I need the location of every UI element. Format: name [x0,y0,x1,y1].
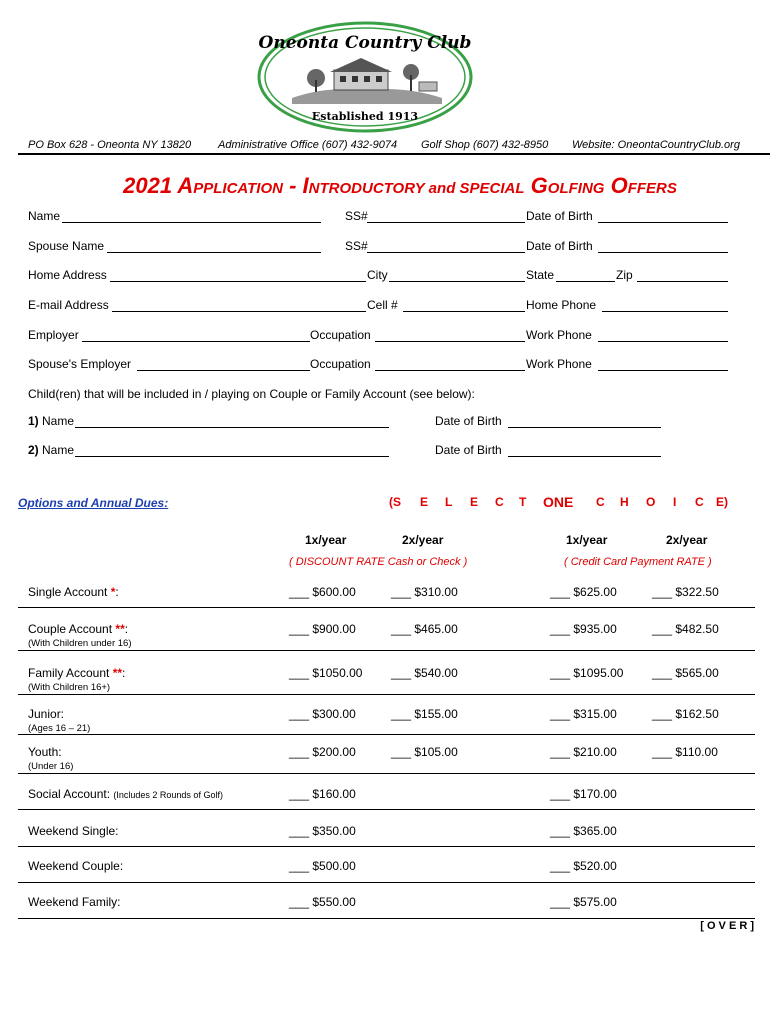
contact-website: Website: OneontaCountryClub.org [572,139,740,151]
price-option[interactable]: ___ $625.00 [550,585,617,599]
account-label: Weekend Single: [28,824,119,838]
home-phone-field[interactable] [602,311,728,312]
city-label: City [367,268,388,282]
over-note: [ O V E R ] [700,920,754,932]
spouse-ss-label: SS# [345,239,368,253]
child2-label: 2) Name [28,443,75,457]
child2-dob-label: Date of Birth [435,443,502,457]
options-heading: Options and Annual Dues: [18,496,169,510]
cell-field[interactable] [403,311,525,312]
club-logo [256,20,474,134]
email-field[interactable] [112,311,366,312]
logo-established-text: Established 1913 [311,110,419,123]
price-option[interactable]: ___ $170.00 [550,787,617,801]
spouse-employer-field[interactable] [137,370,310,371]
select-one-choice: (S E L E C T ONE C H O I C E) [389,494,728,510]
credit-rate-note: ( Credit Card Payment RATE ) [564,556,712,568]
row-divider [18,650,755,651]
price-option[interactable]: ___ $565.00 [652,666,719,680]
row-divider [18,607,755,608]
discount-rate-note: ( DISCOUNT RATE Cash or Check ) [289,556,468,568]
price-option[interactable]: ___ $110.00 [652,745,718,759]
row-divider [18,694,755,695]
account-label: Junior: [28,707,65,721]
row-divider [18,809,755,810]
price-option[interactable]: ___ $105.00 [391,745,458,759]
spouse-name-field[interactable] [107,252,321,253]
price-option[interactable]: ___ $500.00 [289,859,356,873]
work-phone-field[interactable] [598,341,728,342]
row-divider [18,882,755,883]
spouse-dob-label: Date of Birth [526,239,593,253]
children-note: Child(ren) that will be included in / playing on Couple or Family Account (see below): [28,387,475,401]
contact-golf-shop-phone: Golf Shop (607) 432-8950 [421,139,549,151]
work-phone-label: Work Phone [526,328,592,342]
price-option[interactable]: ___ $365.00 [550,824,617,838]
child1-name-field[interactable] [75,427,389,428]
account-label: Couple Account **: [28,622,129,636]
spouse-occupation-label: Occupation [310,357,371,371]
price-option[interactable]: ___ $600.00 [289,585,356,599]
spouse-ss-field[interactable] [367,252,525,253]
child1-dob-field[interactable] [508,427,661,428]
ss-field[interactable] [367,222,525,223]
zip-field[interactable] [637,281,728,282]
price-option[interactable]: ___ $540.00 [391,666,458,680]
account-sublabel: (With Children 16+) [28,682,111,693]
col-2x-discount: 2x/year [402,533,444,547]
col-1x-credit: 1x/year [566,533,608,547]
price-option[interactable]: ___ $350.00 [289,824,356,838]
page-title: 2021 APPLICATION - INTRODUCTORY and SPECIAL GOLFING OFFERS [123,173,677,198]
row-divider [18,918,755,919]
home-address-field[interactable] [110,281,366,282]
zip-label: Zip [616,268,633,282]
row-divider [18,846,755,847]
row-divider [18,773,755,774]
dob-label: Date of Birth [526,209,593,223]
row-divider [18,734,755,735]
occupation-field[interactable] [375,341,525,342]
city-field[interactable] [389,281,525,282]
home-address-label: Home Address [28,268,107,282]
price-option[interactable]: ___ $1050.00 [289,666,363,680]
child1-label: 1) Name [28,414,75,428]
price-option[interactable]: ___ $1095.00 [550,666,624,680]
cell-label: Cell # [367,298,398,312]
spouse-work-phone-label: Work Phone [526,357,592,371]
child2-name-field[interactable] [75,456,389,457]
price-option[interactable]: ___ $935.00 [550,622,617,636]
account-label: Family Account **: [28,666,126,680]
price-option[interactable]: ___ $210.00 [550,745,617,759]
price-option[interactable]: ___ $482.50 [652,622,719,636]
email-label: E-mail Address [28,298,109,312]
price-option[interactable]: ___ $465.00 [391,622,458,636]
child1-dob-label: Date of Birth [435,414,502,428]
price-option[interactable]: ___ $900.00 [289,622,356,636]
account-label: Youth: [28,745,62,759]
price-option[interactable]: ___ $162.50 [652,707,719,721]
col-2x-credit: 2x/year [666,533,708,547]
price-option[interactable]: ___ $575.00 [550,895,617,909]
name-field[interactable] [62,222,321,223]
price-option[interactable]: ___ $155.00 [391,707,458,721]
ss-label: SS# [345,209,368,223]
employer-label: Employer [28,328,79,342]
state-label: State [526,268,555,282]
price-option[interactable]: ___ $200.00 [289,745,356,759]
account-label: Weekend Couple: [28,859,124,873]
contact-office-phone: Administrative Office (607) 432-9074 [218,139,398,151]
price-option[interactable]: ___ $520.00 [550,859,617,873]
header-divider [18,153,770,155]
state-field[interactable] [556,281,615,282]
spouse-dob-field[interactable] [598,252,728,253]
account-sublabel: (Under 16) [28,761,74,772]
occupation-label: Occupation [310,328,371,342]
col-1x-discount: 1x/year [305,533,347,547]
employer-field[interactable] [82,341,310,342]
logo-name-text: Oneonta Country Club [258,33,472,53]
account-sublabel: (Ages 16 – 21) [28,723,91,734]
name-label: Name [28,209,61,223]
home-phone-label: Home Phone [526,298,597,312]
spouse-work-phone-field[interactable] [598,370,728,371]
price-option[interactable]: ___ $315.00 [550,707,617,721]
account-sublabel: (With Children under 16) [28,638,132,649]
spouse-occupation-field[interactable] [375,370,525,371]
price-option[interactable]: ___ $160.00 [289,787,356,801]
contact-address: PO Box 628 - Oneonta NY 13820 [28,139,192,151]
account-label: Single Account *: [28,585,119,599]
dob-field[interactable] [598,222,728,223]
spouse-name-label: Spouse Name [28,239,105,253]
spouse-employer-label: Spouse's Employer [28,357,132,371]
child2-dob-field[interactable] [508,456,661,457]
price-option[interactable]: ___ $322.50 [652,585,719,599]
price-option[interactable]: ___ $550.00 [289,895,356,909]
account-label: Weekend Family: [28,895,121,909]
account-label: Social Account: (Includes 2 Rounds of Golf) [28,787,223,801]
price-option[interactable]: ___ $310.00 [391,585,458,599]
price-option[interactable]: ___ $300.00 [289,707,356,721]
